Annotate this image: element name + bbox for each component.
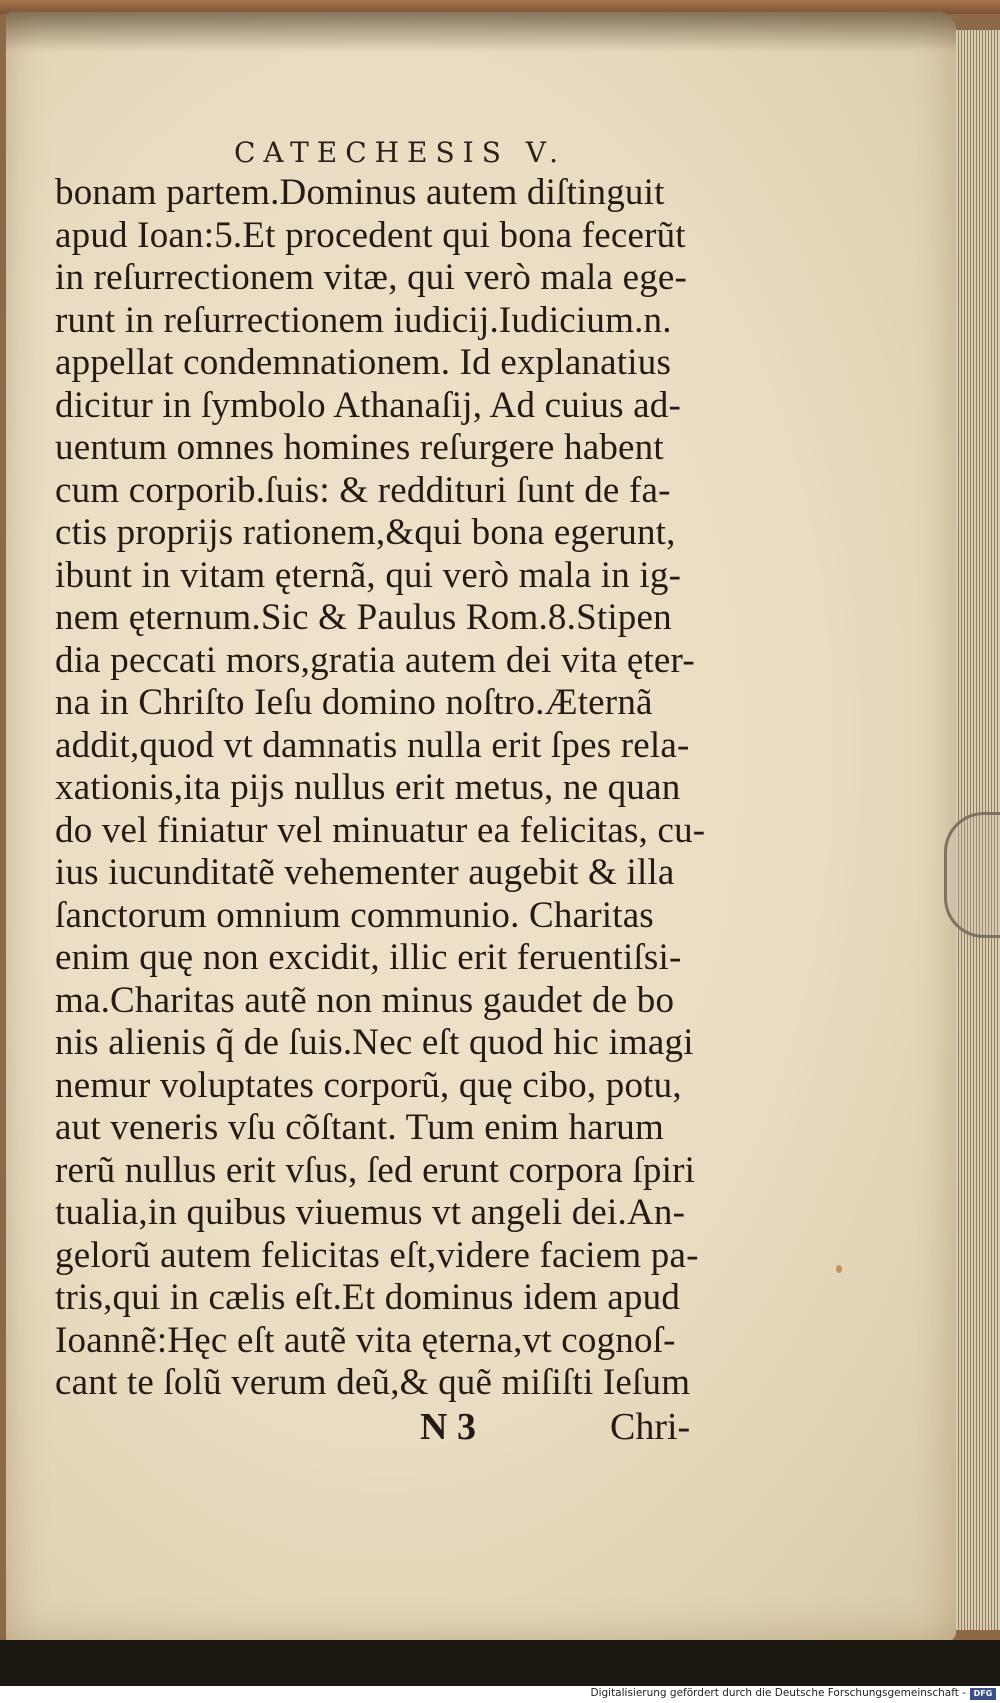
funding-credit: Digitalisierung gefördert durch die Deutsche Forschungsgemeinschaft - xyxy=(590,1687,966,1699)
text-line: apud Ioan:5.Et procedent qui bona fecerũt xyxy=(55,214,686,256)
text-line: rerũ nullus erit vſus, ſed erunt corpora ſpiri xyxy=(55,1149,696,1191)
catchword: Chri- xyxy=(610,1406,691,1448)
text-line: do vel finiatur vel minuatur ea felicitas, cu- xyxy=(55,809,706,851)
text-line: dicitur in ſymbolo Athanaſij, Ad cuius ad- xyxy=(55,384,682,426)
text-line: nem ęternum.Sic & Paulus Rom.8.Stipen xyxy=(55,597,672,638)
text-line: in reſurrectionem vitæ, qui verò mala ege- xyxy=(55,257,688,298)
text-line: ius iucunditatẽ vehementer augebit & illa xyxy=(55,852,675,893)
running-head: CATECHESIS V. xyxy=(233,136,567,169)
text-line: uentum omnes homines reſurgere habent xyxy=(55,427,664,468)
text-line: nemur voluptates corporũ, quę cibo, potu, xyxy=(55,1064,682,1106)
page-footer xyxy=(420,1405,720,1455)
text-line: bonam partem.Dominus autem diſtinguit xyxy=(55,172,665,213)
text-line: appellat condemnationem. Id explanatius xyxy=(55,342,672,383)
dfg-logo: DFG xyxy=(970,1688,996,1700)
text-line: gelorũ autem felicitas eſt,videre faciem pa- xyxy=(55,1234,699,1276)
credit-bar xyxy=(0,1686,1000,1703)
text-line: aut veneris vſu cõſtant. Tum enim harum xyxy=(55,1107,664,1148)
text-line: nis alienis q̃ de ſuis.Nec eſt quod hic imagi xyxy=(55,1022,694,1063)
text-line: Ioannẽ:Hęc eſt autẽ vita ęterna,vt cognoſ- xyxy=(55,1319,676,1361)
text-line: cant te ſolũ verum deũ,& quẽ miſiſti Ieſum xyxy=(55,1362,691,1403)
text-line: ma.Charitas autẽ non minus gaudet de bo xyxy=(55,979,675,1021)
signature-mark: N 3 xyxy=(420,1406,476,1448)
text-line: addit,quod vt damnatis nulla erit ſpes rela- xyxy=(55,724,690,766)
text-line: ctis proprijs rationem,&qui bona egerunt, xyxy=(55,512,676,553)
text-line: cum corporib.ſuis: & redditurі ſunt de fa- xyxy=(55,469,671,511)
page-top-shadow xyxy=(6,12,956,52)
text-line: tualia,in quibus viuemus vt angeli dei.An- xyxy=(55,1192,686,1233)
paper-clip xyxy=(944,812,1000,938)
text-line: ibunt in vitam ęternã, qui verò mala in ig- xyxy=(55,554,682,596)
body-text xyxy=(55,172,735,1405)
text-line: enim quę non excidit, illic erit feruentiſsi- xyxy=(55,937,682,978)
scan-background xyxy=(0,1640,1000,1690)
text-line: xationis,ita pijs nullus erit metus, ne quan xyxy=(55,767,681,808)
ink-stain xyxy=(836,1265,842,1273)
text-line: na in Chriſto Ieſu domino noſtro.Æternã xyxy=(55,682,653,723)
text-line: ſanctorum omnium communio. Charitas xyxy=(55,894,654,936)
text-line: runt in reſurrectionem iudicij.Iudicium.n. xyxy=(55,299,672,341)
text-line: tris,qui in cælis eſt.Et dominus idem apud xyxy=(55,1277,681,1318)
text-line: dia peccati mors,gratia autem dei vita ęter- xyxy=(55,639,695,681)
